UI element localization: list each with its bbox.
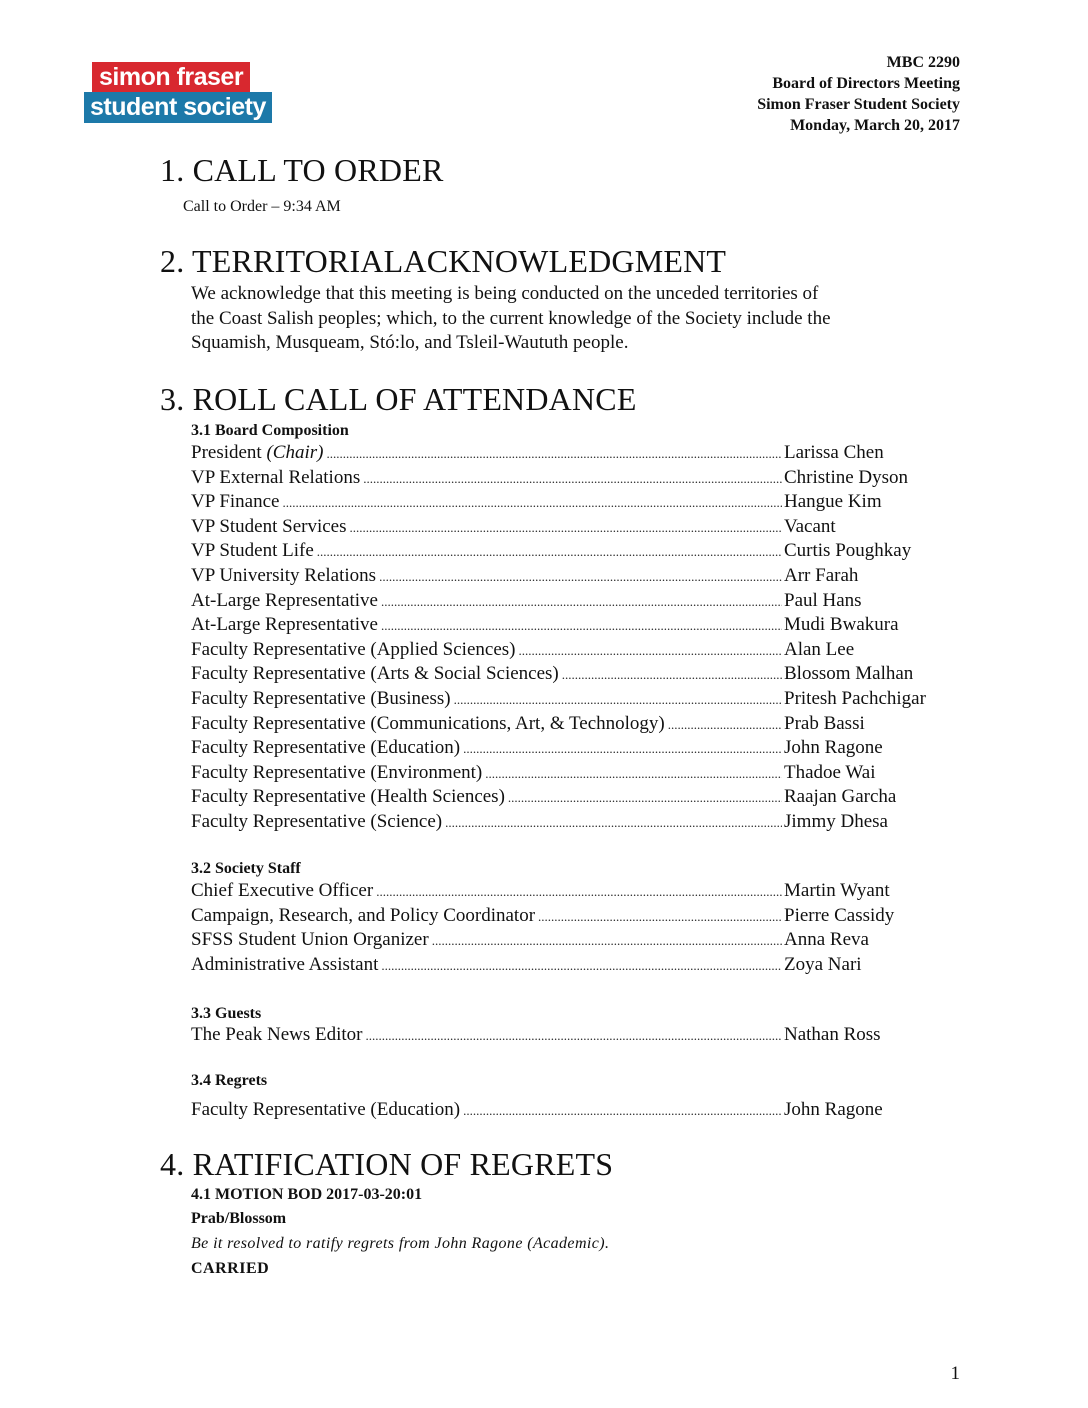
role-text: SFSS Student Union Organizer xyxy=(191,929,429,951)
board-composition-heading: 3.1 Board Composition xyxy=(191,422,349,439)
dot-leader xyxy=(508,786,782,811)
dot-leader xyxy=(668,713,782,738)
attendee-name: Larissa Chen xyxy=(784,442,884,463)
attendance-row xyxy=(191,879,961,904)
organization-name: Simon Fraser Student Society xyxy=(757,96,960,113)
dot-leader xyxy=(363,467,782,492)
role-text: The Peak News Editor xyxy=(191,1024,363,1045)
motion-result: CARRIED xyxy=(191,1260,270,1277)
dot-leader xyxy=(432,929,782,954)
dot-leader xyxy=(326,442,782,467)
acknowledgment-line: Squamish, Musqueam, Stó:lo, and Tsleil-Waututh people. xyxy=(191,332,629,353)
attendance-row xyxy=(191,613,961,638)
attendance-role xyxy=(191,490,279,515)
section-1-title: 1. CALL TO ORDER xyxy=(160,152,444,188)
attendance-role xyxy=(191,441,323,466)
page-number: 1 xyxy=(950,1363,960,1384)
acknowledgment-line: the Coast Salish peoples; which, to the current knowledge of the Society include the xyxy=(191,307,831,329)
dot-leader xyxy=(379,565,782,590)
role-text: Administrative Assistant xyxy=(191,953,379,975)
attendee-name: Mudi Bwakura xyxy=(784,614,899,636)
attendee-name: Arr Farah xyxy=(784,564,859,586)
role-text: At-Large Representative xyxy=(191,614,378,636)
section-4-title: 4. RATIFICATION OF REGRETS xyxy=(160,1146,614,1182)
regrets-list xyxy=(191,1098,961,1123)
role-text: Faculty Representative (Environment) xyxy=(191,761,483,783)
attendance-row xyxy=(191,928,961,953)
attendance-row xyxy=(191,564,961,589)
attendance-row xyxy=(191,589,961,614)
society-staff-heading: 3.2 Society Staff xyxy=(191,860,301,877)
board-composition-list xyxy=(191,441,961,835)
logo-line-1: simon fraser xyxy=(92,62,250,93)
territorial-acknowledgment-text xyxy=(191,282,951,356)
attendance-row xyxy=(191,441,961,466)
attendance-role xyxy=(191,810,442,835)
attendance-role xyxy=(191,879,373,904)
attendance-role xyxy=(191,1098,460,1123)
attendance-row xyxy=(191,466,961,491)
role-text: VP Student Life xyxy=(191,540,314,562)
dot-leader xyxy=(562,663,782,688)
attendance-role xyxy=(191,662,559,687)
role-text: Campaign, Research, and Policy Coordinator xyxy=(191,904,536,926)
guests-list xyxy=(191,1023,961,1048)
role-text: At-Large Representative xyxy=(191,589,378,611)
attendance-row xyxy=(191,712,961,737)
guests-heading: 3.3 Guests xyxy=(191,1005,262,1022)
attendee-name: Nathan Ross xyxy=(784,1024,881,1045)
role-text: Faculty Representative (Education) xyxy=(191,737,461,759)
attendance-row xyxy=(191,539,961,564)
attendance-row xyxy=(191,490,961,515)
attendance-role xyxy=(191,539,314,564)
attendance-role xyxy=(191,953,378,978)
attendance-row xyxy=(191,761,961,786)
attendance-role xyxy=(191,564,376,589)
attendee-name: Alan Lee xyxy=(784,638,855,660)
attendee-name: Zoya Nari xyxy=(784,953,862,975)
dot-leader xyxy=(365,1024,782,1049)
attendee-name: John Ragone xyxy=(784,1099,883,1120)
attendance-row xyxy=(191,638,961,663)
role-text: Faculty Representative (Education) xyxy=(191,1099,461,1120)
motion-resolution: Be it resolved to ratify regrets from John Ragone (Academic). xyxy=(191,1235,610,1252)
role-text: VP University Relations xyxy=(191,564,377,586)
dot-leader xyxy=(518,639,782,664)
attendance-row xyxy=(191,687,961,712)
attendance-row xyxy=(191,1023,961,1048)
dot-leader xyxy=(463,737,782,762)
dot-leader xyxy=(485,762,782,787)
dot-leader xyxy=(282,491,782,516)
attendee-name: Pritesh Pachchigar xyxy=(784,687,926,709)
regrets-heading: 3.4 Regrets xyxy=(191,1072,268,1089)
role-text: Chief Executive Officer xyxy=(191,880,374,901)
attendance-row xyxy=(191,515,961,540)
attendance-role xyxy=(191,761,482,786)
role-text: Faculty Representative (Business) xyxy=(191,687,451,709)
attendance-row xyxy=(191,810,961,835)
attendee-name: Raajan Garcha xyxy=(784,786,897,808)
attendance-role xyxy=(191,687,451,712)
attendee-name: Thadoe Wai xyxy=(784,761,876,783)
role-text: Faculty Representative (Science) xyxy=(191,810,443,832)
attendance-role xyxy=(191,638,515,663)
attendance-role xyxy=(191,515,347,540)
section-2-title: 2. TERRITORIALACKNOWLEDGMENT xyxy=(160,243,727,279)
role-text: VP Finance xyxy=(191,491,280,513)
dot-leader xyxy=(350,516,782,541)
role-text: President xyxy=(191,442,267,463)
dot-leader xyxy=(381,590,782,615)
motion-movers: Prab/Blossom xyxy=(191,1210,287,1227)
attendee-name: Jimmy Dhesa xyxy=(784,810,888,832)
attendance-role xyxy=(191,466,360,491)
attendee-name: Christine Dyson xyxy=(784,466,909,488)
attendee-name: Curtis Poughkay xyxy=(784,540,912,562)
role-text: VP External Relations xyxy=(191,466,361,488)
attendance-role xyxy=(191,928,429,953)
acknowledgment-line: We acknowledge that this meeting is being conducted on the unceded territories of xyxy=(191,283,819,304)
role-text: Faculty Representative (Health Sciences) xyxy=(191,786,505,808)
attendance-role xyxy=(191,785,505,810)
attendance-role xyxy=(191,712,665,737)
attendee-name: Vacant xyxy=(784,515,836,537)
meeting-date: Monday, March 20, 2017 xyxy=(790,117,960,134)
dot-leader xyxy=(445,811,782,836)
attendance-role xyxy=(191,589,378,614)
attendance-row xyxy=(191,785,961,810)
meeting-room: MBC 2290 xyxy=(886,54,960,71)
attendance-row xyxy=(191,736,961,761)
attendee-name: Blossom Malhan xyxy=(784,663,914,685)
attendance-row xyxy=(191,662,961,687)
attendee-name: Hangue Kim xyxy=(784,491,882,513)
attendee-name: Martin Wyant xyxy=(784,880,890,901)
dot-leader xyxy=(376,880,782,905)
attendance-role xyxy=(191,736,460,761)
role-text: Faculty Representative (Communications, Art, & Technology) xyxy=(191,712,665,734)
attendee-name: Prab Bassi xyxy=(784,712,865,734)
role-text: Faculty Representative (Applied Sciences) xyxy=(191,638,516,660)
sfss-logo xyxy=(84,62,266,124)
logo-line-2: student society xyxy=(84,92,272,123)
dot-leader xyxy=(381,614,782,639)
meeting-header xyxy=(757,52,960,136)
section-3-title: 3. ROLL CALL OF ATTENDANCE xyxy=(160,381,637,417)
attendee-name: Paul Hans xyxy=(784,589,862,611)
attendee-name: Anna Reva xyxy=(784,929,869,951)
attendee-name: Pierre Cassidy xyxy=(784,904,895,926)
dot-leader xyxy=(538,905,782,930)
attendance-role xyxy=(191,904,535,929)
role-note: (Chair) xyxy=(266,442,324,463)
attendance-role xyxy=(191,1023,362,1048)
dot-leader xyxy=(454,688,782,713)
call-to-order-time: Call to Order – 9:34 AM xyxy=(183,198,341,215)
dot-leader xyxy=(317,540,782,565)
attendee-name: John Ragone xyxy=(784,737,883,759)
dot-leader xyxy=(463,1099,782,1124)
attendance-row xyxy=(191,953,961,978)
dot-leader xyxy=(381,954,782,979)
attendance-row xyxy=(191,904,961,929)
meeting-type: Board of Directors Meeting xyxy=(772,75,960,92)
attendance-row xyxy=(191,1098,961,1123)
role-text: Faculty Representative (Arts & Social Sciences) xyxy=(191,663,559,685)
attendance-role xyxy=(191,613,378,638)
society-staff-list xyxy=(191,879,961,977)
motion-number: 4.1 MOTION BOD 2017-03-20:01 xyxy=(191,1186,423,1203)
role-text: VP Student Services xyxy=(191,515,347,537)
